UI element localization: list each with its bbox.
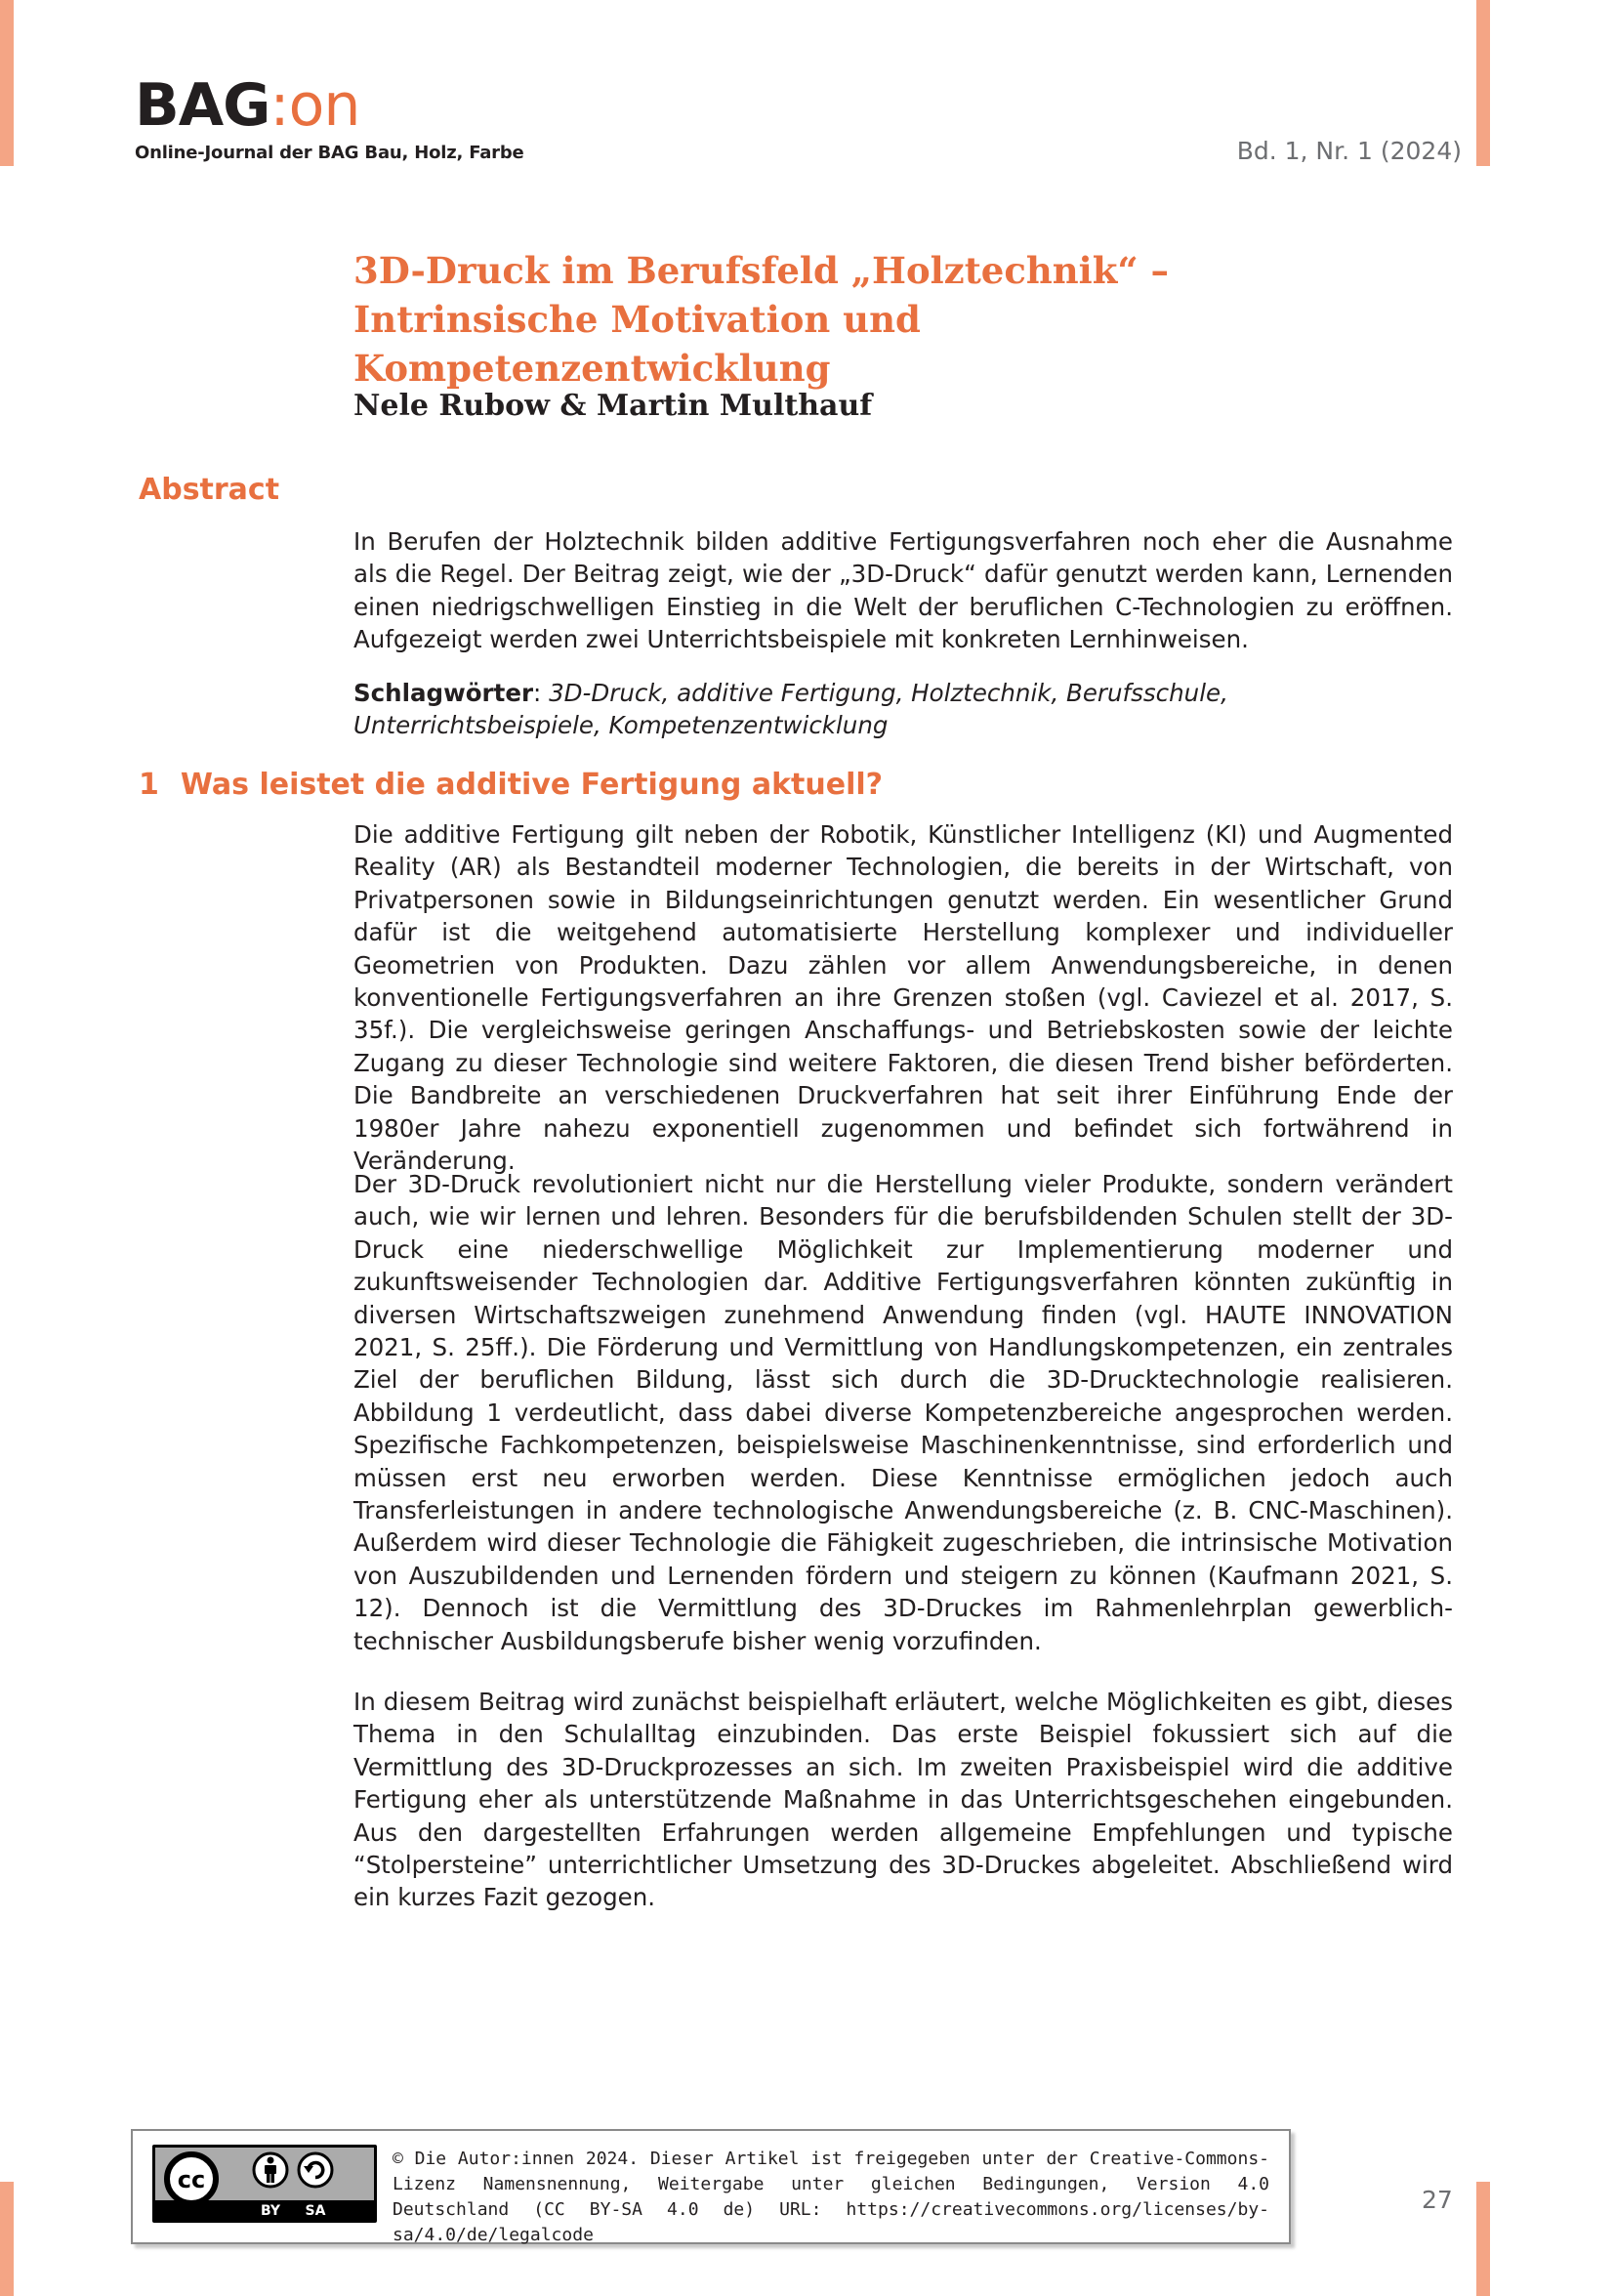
article-title: 3D-Druck im Berufsfeld „Holztechnik“ – Intrinsische Motivation und Kompetenzentwicklung — [353, 249, 1170, 390]
body-paragraph: Der 3D-Druck revolutioniert nicht nur die Herstellung vieler Produkte, sondern verändert auch, wie wir lernen und lehren. Besonders für die berufsbildenden Schulen stellt der 3D-Druck eine niederschwellige Möglichkeit zur Implementierung moderner und zukunftsweisender Technologien dar. Additive Fertigungsverfahren könnten zukünftig in diversen Wirtschaftszweigen zunehmend Anwendung finden (vgl. HAUTE INNOVATION 2021, S. 25ff.). Die Förderung und Vermittlung von Handlungskompetenzen, ein zentrales Ziel der beruflichen Bildung, lässt sich durch die 3D-Drucktechnologie realisieren. Abbildung 1 verdeutlicht, dass dabei diverse Kompetenzbereiche angesprochen werden. Spezifische Fachkompetenzen, beispielsweise Maschinenkenntnisse, sind erforderlich und müssen erst neu erworben werden. Diese Kenntnisse ermöglichen jedoch auch Transferleistungen in andere technologische Anwendungsbereiche (z. B. CNC-Maschinen). Außerdem wird dieser Technologie die Fähigkeit zugeschrieben, die intrinsische Motivation von Auszubildenden und Lernenden fördern und steigern zu können (Kaufmann 2021, S. 12). Dennoch ist die Vermittlung des 3D-Druckes im Rahmenlehrplan gewerblich-technischer Ausbildungsberufe bisher wenig vorzufinden. — [353, 1170, 1453, 1655]
decorative-bar-bottom-left — [0, 2182, 14, 2296]
logo-subtitle: Online-Journal der BAG Bau, Holz, Farbe — [135, 143, 524, 163]
license-box — [131, 2129, 1291, 2244]
cc-by-sa-badge[interactable] — [152, 2145, 377, 2223]
keywords-list: 3D-Druck, additive Fertigung, Holztechnik, Berufsschule, Unterrichtsbeispiele, Kompetenzentwicklung — [353, 679, 1228, 740]
volume-info: Bd. 1, Nr. 1 (2024) — [1236, 137, 1462, 165]
keywords-label: Schlagwörter — [353, 679, 534, 707]
share-alike-icon — [299, 2153, 332, 2187]
journal-logo — [135, 71, 524, 163]
body-paragraph: Die additive Fertigung gilt neben der Robotik, Künstlicher Intelligenz (KI) und Augmented Reality (AR) als Bestandteil moderner Technologien, die bereits in der Wirtschaft, von Privatpersonen sowie in Bildungseinrichtungen genutzt werden. Ein wesentlicher Grund dafür ist die weitgehend automatisierte Herstellung komplexer und individueller Geometrien von Produkten. Dazu zählen vor allem Anwendungsbereiche, in denen konventionelle Fertigungsverfahren an ihre Grenzen stoßen (vgl. Caviezel et al. 2017, S. 35f.). Die vergleichsweise geringen Anschaffungs- und Betriebskosten sowie der leichte Zugang zu dieser Technologie sind weitere Faktoren, die diesen Trend bisher beförderten. Die Bandbreite an verschiedenen Druckverfahren hat seit ihrer Einführung Ende der 1980er Jahre nahezu exponentiell zugenommen und befindet sich fortwährend in Veränderung. — [353, 820, 1453, 1176]
by-label: BY — [260, 2203, 281, 2219]
abstract-text: In Berufen der Holztechnik bilden additive Fertigungsverfahren noch eher die Ausnahme als die Regel. Der Beitrag zeigt, wie der „3D-Druck“ dafür genutzt werden kann, Lernenden einen niedrigschwelligen Einstieg in die Welt der beruflichen C-Technologien zu eröffnen. Aufgezeigt werden zwei Unterrichtsbeispiele mit konkreten Lernhinweisen. — [353, 527, 1453, 654]
decorative-bar-top-left — [0, 0, 14, 166]
article-authors: Nele Rubow & Martin Multhauf — [353, 389, 873, 423]
sa-label: SA — [305, 2203, 326, 2219]
body-paragraph: In diesem Beitrag wird zunächst beispielhaft erläutert, welche Möglichkeiten es gibt, dieses Thema in den Schulalltag einzubinden. Das erste Beispiel fokussiert sich auf die Vermittlung des 3D-Druckprozesses an sich. Im zweiten Praxisbeispiel wird die additive Fertigung eher als unterstützende Maßnahme in das Unterrichtsgeschehen eingebunden. Aus den dargestellten Erfahrungen werden allgemeine Empfehlungen und typische “Stolpersteine” unterrichtlicher Umsetzung des 3D-Druckes abgeleitet. Abschließend wird ein kurzes Fazit gezogen. — [353, 1688, 1453, 1912]
license-text: © Die Autor:innen 2024. Dieser Artikel ist freigegeben unter der Creative-Commons-Lizenz Namensnennung, Weitergabe unter gleichen Bedingungen, Version 4.0 Deutschland (CC BY-SA 4.0 de) URL: https://creativecommons.org/licenses/by-sa/4.0/de/legalcode — [393, 2149, 1269, 2245]
page-number: 27 — [1422, 2186, 1453, 2214]
section-heading — [139, 768, 883, 802]
abstract-heading: Abstract — [139, 473, 280, 507]
logo-separator: : — [269, 71, 289, 140]
logo-bag: BAG — [135, 71, 270, 140]
person-icon — [254, 2153, 287, 2187]
cc-by-sa-icon — [155, 2148, 374, 2220]
logo-on: on — [288, 71, 360, 140]
logo-wordmark — [135, 71, 524, 140]
decorative-bar-bottom-right — [1476, 2182, 1490, 2296]
cc-badge-label: cc — [177, 2166, 206, 2193]
section-number: 1 — [139, 768, 159, 802]
keywords: Schlagwörter: 3D-Druck, additive Fertigung, Holztechnik, Berufsschule, Unterrichtsbeispiele, Kompetenzentwicklung — [353, 679, 1228, 740]
section-title: Was leistet die additive Fertigung aktuell? — [180, 768, 884, 802]
decorative-bar-top-right — [1476, 0, 1490, 166]
